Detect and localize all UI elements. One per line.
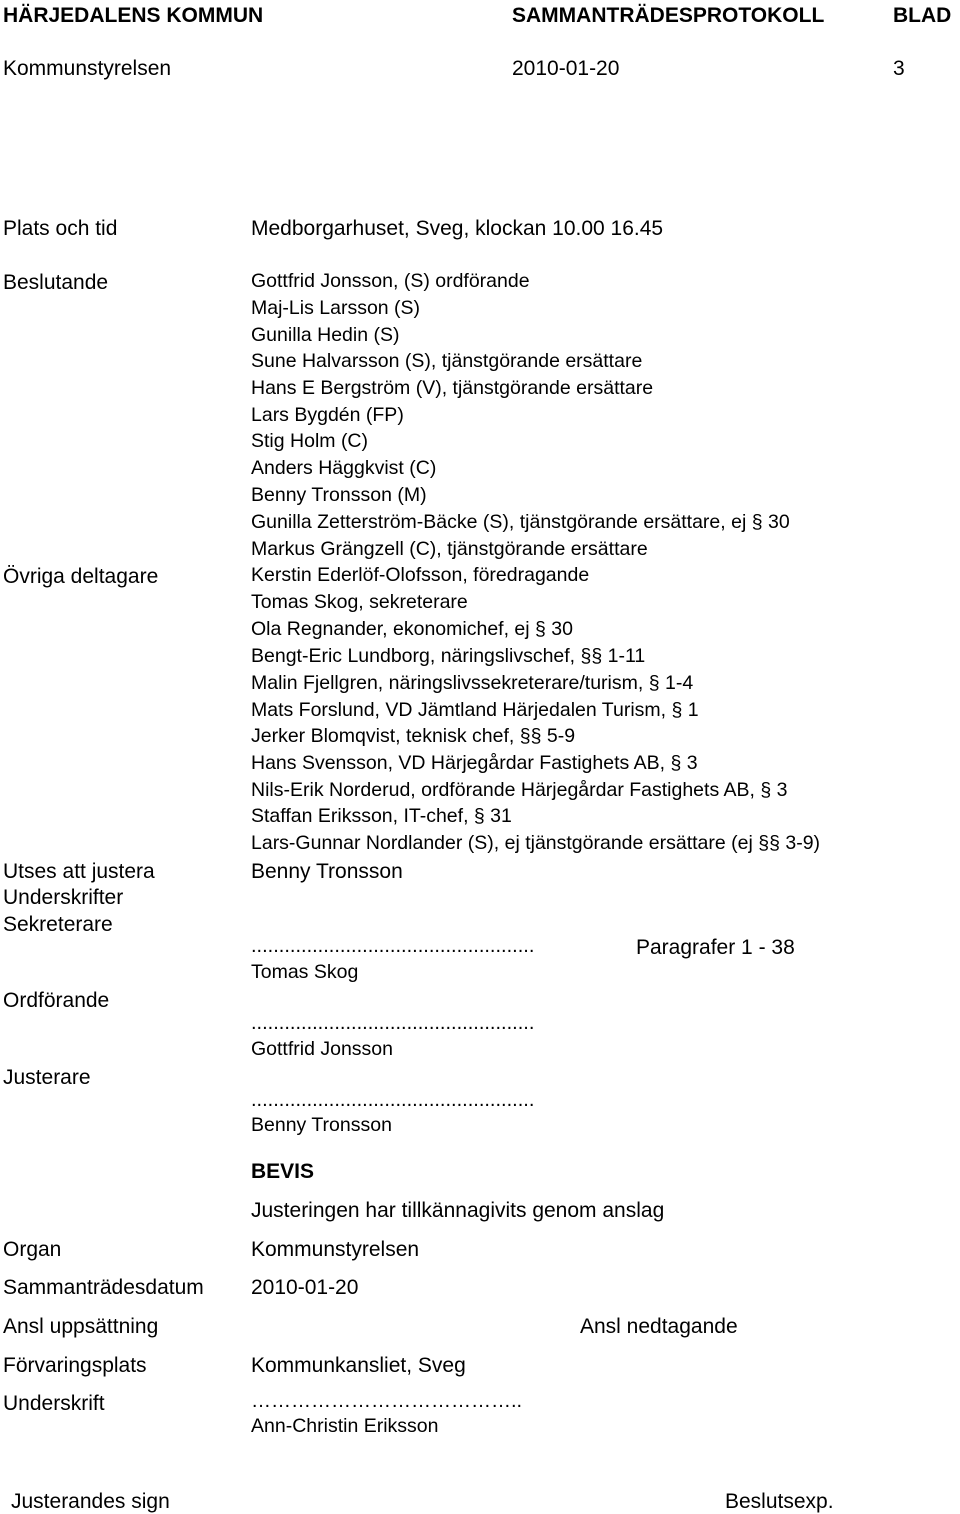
- meeting-date-label: Sammanträdesdatum: [3, 1276, 204, 1299]
- storage-value: Kommunkansliet, Sveg: [251, 1354, 466, 1377]
- decision-label: Beslutande: [3, 271, 109, 294]
- adjust-value: Benny Tronsson: [251, 860, 403, 883]
- list-item: Ola Regnander, ekonomichef, ej § 30: [251, 618, 573, 640]
- signature-name: Ann-Christin Eriksson: [251, 1415, 439, 1437]
- place-label: Plats och tid: [3, 217, 118, 240]
- bevis-statement: Justeringen har tillkännagivits genom anslag: [251, 1199, 665, 1222]
- list-item: Bengt-Eric Lundborg, näringslivschef, §§ 1-11: [251, 645, 646, 667]
- chair-label: Ordförande: [3, 989, 110, 1012]
- list-item: Nils-Erik Norderud, ordförande Härjegårdar Fastighets AB, § 3: [251, 779, 788, 801]
- secretary-label: Sekreterare: [3, 913, 113, 936]
- paragraphs-range: Paragrafer 1 - 38: [636, 936, 795, 959]
- secretary-name: Tomas Skog: [251, 961, 359, 983]
- list-item: Stig Holm (C): [251, 430, 369, 452]
- list-item: Gottfrid Jonsson, (S) ordförande: [251, 270, 530, 292]
- list-item: Lars Bygdén (FP): [251, 404, 404, 426]
- adjuster-label: Justerare: [3, 1066, 91, 1089]
- list-item: Gunilla Hedin (S): [251, 324, 400, 346]
- footer-extract: Beslutsexp.: [725, 1490, 834, 1513]
- signature-label: Underskrift: [3, 1392, 105, 1415]
- chair-name: Gottfrid Jonsson: [251, 1038, 393, 1060]
- list-item: Malin Fjellgren, näringslivssekreterare/turism, § 1-4: [251, 672, 694, 694]
- page-number: 3: [893, 57, 905, 80]
- list-item: Anders Häggkvist (C): [251, 457, 437, 479]
- list-item: Mats Forslund, VD Jämtland Härjedalen Turism, § 1: [251, 699, 699, 721]
- body-name: Kommunstyrelsen: [3, 57, 172, 80]
- municipality-name: HÄRJEDALENS KOMMUN: [3, 4, 264, 27]
- list-item: Kerstin Ederlöf-Olofsson, föredragande: [251, 564, 590, 586]
- list-item: Maj-Lis Larsson (S): [251, 297, 421, 319]
- signatures-label: Underskrifter: [3, 886, 124, 909]
- storage-label: Förvaringsplats: [3, 1354, 147, 1377]
- adjust-label: Utses att justera: [3, 860, 155, 883]
- list-item: Markus Grängzell (C), tjänstgörande ersättare: [251, 538, 648, 560]
- footer-adjusters-sign: Justerandes sign: [11, 1490, 170, 1513]
- organ-value: Kommunstyrelsen: [251, 1238, 420, 1261]
- adjuster-signature-line: ...................................................: [251, 1089, 535, 1111]
- blad-label: BLAD: [893, 4, 952, 27]
- document-type: SAMMANTRÄDESPROTOKOLL: [512, 4, 825, 27]
- removal-label: Ansl nedtagande: [580, 1315, 738, 1338]
- list-item: Tomas Skog, sekreterare: [251, 591, 468, 613]
- organ-label: Organ: [3, 1238, 62, 1261]
- bevis-title: BEVIS: [251, 1160, 315, 1183]
- secretary-signature-line: ...................................................: [251, 935, 535, 957]
- list-item: Lars-Gunnar Nordlander (S), ej tjänstgörande ersättare (ej §§ 3-9): [251, 832, 821, 854]
- list-item: Gunilla Zetterström-Bäcke (S), tjänstgörande ersättare, ej § 30: [251, 511, 790, 533]
- signature-line: …………………………………..: [251, 1390, 523, 1412]
- place-value: Medborgarhuset, Sveg, klockan 10.00 16.45: [251, 217, 664, 240]
- list-item: Hans Svensson, VD Härjegårdar Fastighets AB, § 3: [251, 752, 698, 774]
- list-item: Staffan Eriksson, IT-chef, § 31: [251, 805, 512, 827]
- meeting-date-value: 2010-01-20: [251, 1276, 359, 1299]
- posting-label: Ansl uppsättning: [3, 1315, 159, 1338]
- list-item: Benny Tronsson (M): [251, 484, 427, 506]
- list-item: Sune Halvarsson (S), tjänstgörande ersättare: [251, 350, 643, 372]
- chair-signature-line: ...................................................: [251, 1012, 535, 1034]
- adjuster-name: Benny Tronsson: [251, 1114, 392, 1136]
- others-label: Övriga deltagare: [3, 565, 159, 588]
- header-date: 2010-01-20: [512, 57, 620, 80]
- list-item: Hans E Bergström (V), tjänstgörande ersättare: [251, 377, 654, 399]
- list-item: Jerker Blomqvist, teknisk chef, §§ 5-9: [251, 725, 576, 747]
